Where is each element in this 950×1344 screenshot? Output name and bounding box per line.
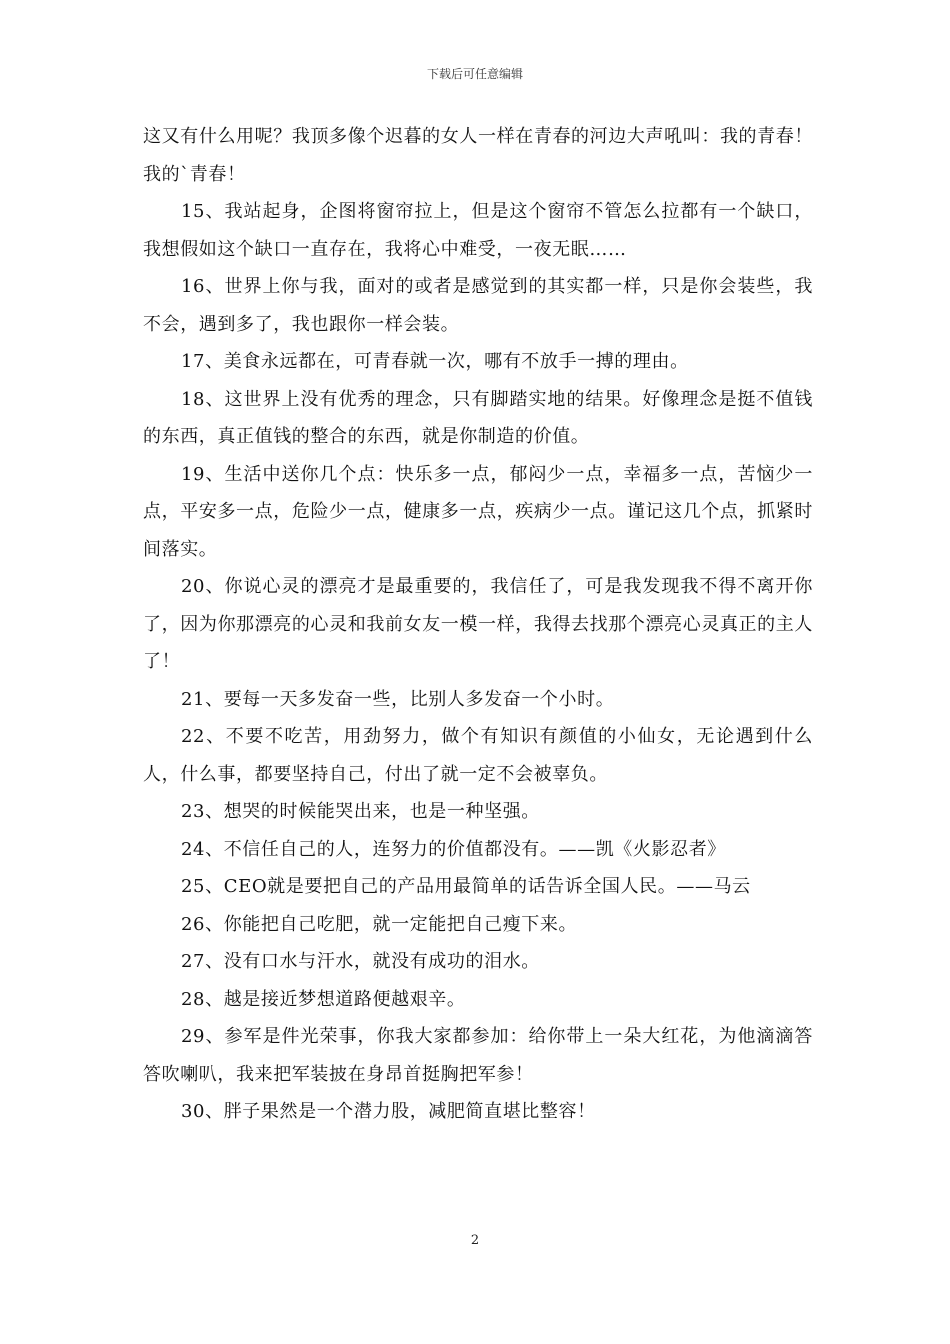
paragraph-item-28: 28、越是接近梦想道路便越艰辛。 [181,988,466,1010]
paragraph-item-20: 20、你说心灵的漂亮才是最重要的，我信任了，可是我发现我不得不离开你了，因为你那漂亮的心灵和我前女友一模一样，我得去找那个漂亮心灵真正的主人了！ [143,576,813,672]
paragraph-item-17: 17、美食永远都在，可青春就一次，哪有不放手一搏的理由。 [181,351,689,372]
paragraph-item-16: 16、世界上你与我，面对的或者是感觉到的其实都一样，只是你会装些，我不会，遇到多了，我也跟你一样会装。 [143,276,813,335]
paragraph-item-25: 25、CEO就是要把自己的产品用最简单的话告诉全国人民。——马云 [181,876,751,897]
paragraph-item-26: 26、你能把自己吃肥，就一定能把自己瘦下来。 [181,913,578,935]
paragraph-item-30: 30、胖子果然是一个潜力股，减肥简直堪比整容！ [181,1101,596,1122]
paragraph-item-23: 23、想哭的时候能哭出来，也是一种坚强。 [181,801,540,822]
paragraph-item-18: 18、这世界上没有优秀的理念，只有脚踏实地的结果。好像理念是挺不值钱的东西，真正值钱的整合的东西，就是你制造的价值。 [143,388,813,447]
paragraph-item-22: 22、不要不吃苦，用劲努力，做个有知识有颜值的小仙女，无论遇到什么人，什么事，都要坚持自己，付出了就一定不会被辜负。 [143,726,813,785]
paragraph-item-27: 27、没有口水与汗水，就没有成功的泪水。 [181,951,540,972]
paragraph-item-24: 24、不信任自己的人，连努力的价值都没有。——凯《火影忍者》 [181,838,726,860]
paragraph-item-29: 29、参军是件光荣事，你我大家都参加：给你带上一朵大红花，为他滴滴答答吹喇叭，我来把军装披在身昂首挺胸把军参！ [143,1026,813,1085]
page-number: 2 [470,1233,480,1248]
document-body [143,118,813,1131]
paragraph-item-21: 21、要每一天多发奋一些，比别人多发奋一个小时。 [181,688,615,710]
paragraph-item-15: 15、我站起身，企图将窗帘拉上，但是这个窗帘不管怎么拉都有一个缺口，我想假如这个缺口一直存在，我将心中难受，一夜无眠…… [143,201,813,260]
page-header: 下载后可任意编辑 [426,67,523,81]
paragraph-continuation: 这又有什么用呢？我顶多像个迟暮的女人一样在青春的河边大声吼叫：我的青春！我的`青春！ [143,126,813,185]
paragraph-item-19: 19、生活中送你几个点：快乐多一点，郁闷少一点，幸福多一点，苦恼少一点，平安多一点，危险少一点，健康多一点，疾病少一点。谨记这几个点，抓紧时间落实。 [143,463,813,560]
